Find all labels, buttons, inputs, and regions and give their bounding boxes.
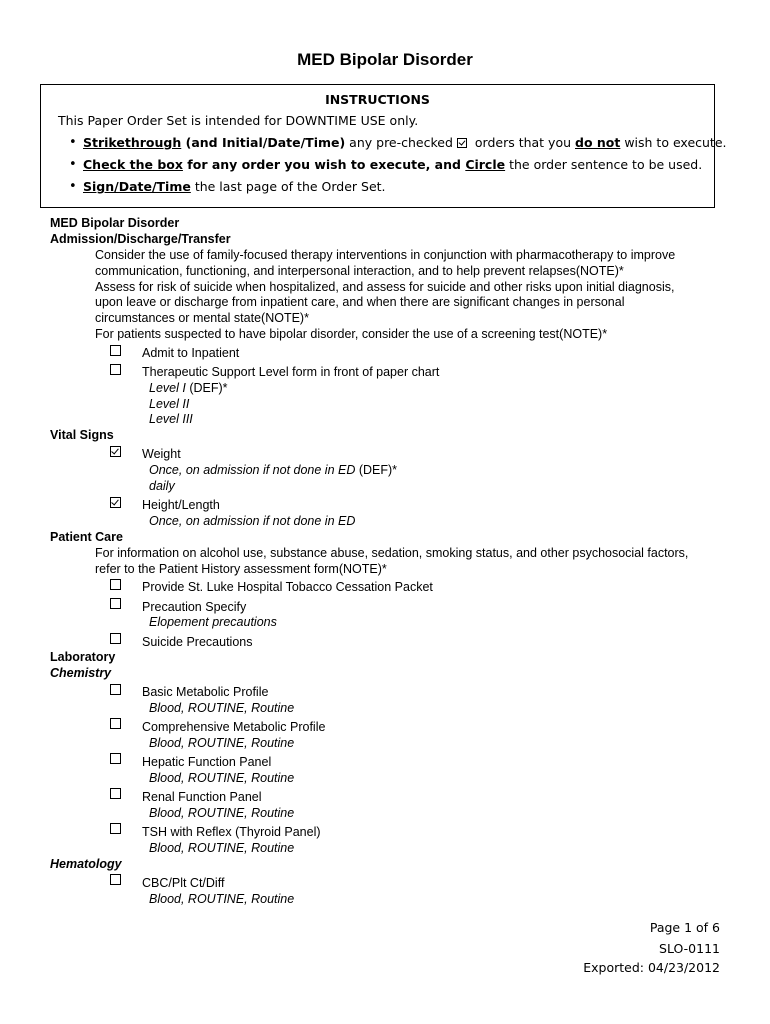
admission-note: Consider the use of family-focused therapy interventions in conjunction with pharmacotherapy to improve <box>95 248 676 262</box>
option-level-2: Level II <box>149 397 190 411</box>
pre-checked-text: any pre-checked <box>345 135 453 150</box>
laboratory-heading: Laboratory <box>50 650 116 664</box>
checked-checkbox-icon[interactable] <box>110 446 121 457</box>
checked-checkbox-icon <box>457 138 467 148</box>
form-code: SLO-0111 <box>659 941 720 956</box>
checkbox-icon[interactable] <box>110 598 121 609</box>
order-precaution-specify: Precaution Specify <box>142 600 247 614</box>
patient-care-note: refer to the Patient History assessment form(NOTE)* <box>95 562 387 576</box>
checked-checkbox-icon[interactable] <box>110 497 121 508</box>
lab-test-detail: Blood, ROUTINE, Routine <box>149 841 295 855</box>
checkbox-icon[interactable] <box>110 823 121 834</box>
default-marker: (DEF)* <box>355 463 398 477</box>
section-title: MED Bipolar Disorder <box>50 216 180 230</box>
strikethrough-label: Strikethrough <box>83 135 182 150</box>
weight-once-label: Once, on admission if not done in ED <box>149 463 356 477</box>
admission-note: Assess for risk of suicide when hospitalized, and assess for suicide and other risks upon initial diagnosis, <box>95 280 675 294</box>
admission-note: circumstances or mental state(NOTE)* <box>95 311 309 325</box>
exported-date: Exported: 04/23/2012 <box>583 960 720 975</box>
order-sentence-text: the order sentence to be used. <box>505 157 703 172</box>
weight-option-daily: daily <box>149 479 175 493</box>
lab-test-detail: Blood, ROUTINE, Routine <box>149 701 295 715</box>
check-the-box-label: Check the box <box>83 157 183 172</box>
checkbox-icon[interactable] <box>110 753 121 764</box>
hematology-heading: Hematology <box>50 857 122 871</box>
lab-test-name: Hepatic Function Panel <box>142 755 272 769</box>
order-weight: Weight <box>142 447 181 461</box>
patient-care-note: For information on alcohol use, substance abuse, sedation, smoking status, and other psychosocial factors, <box>95 546 689 560</box>
elopement-option: Elopement precautions <box>149 615 277 629</box>
lab-test-detail: Blood, ROUTINE, Routine <box>149 892 295 906</box>
checkbox-icon[interactable] <box>110 684 121 695</box>
orders-that-you-text: orders that you <box>470 135 575 150</box>
checkbox-icon[interactable] <box>110 874 121 885</box>
do-not-label: do not <box>575 135 621 150</box>
patient-care-heading: Patient Care <box>50 530 123 544</box>
option-level-1 <box>149 381 228 395</box>
lab-test-name: CBC/Plt Ct/Diff <box>142 876 225 890</box>
vital-signs-heading: Vital Signs <box>50 428 114 442</box>
instructions-box <box>40 84 727 208</box>
option-level-3: Level III <box>149 412 193 426</box>
admission-note: For patients suspected to have bipolar disorder, consider the use of a screening test(NOTE)* <box>95 327 608 341</box>
order-tobacco-packet: Provide St. Luke Hospital Tobacco Cessation Packet <box>142 580 433 594</box>
instruction-bullet-sign <box>83 179 386 194</box>
admission-note: upon leave or discharge from inpatient care, and when there are significant changes in personal <box>95 295 625 309</box>
page-number: Page 1 of 6 <box>649 920 720 935</box>
order-admit-inpatient: Admit to Inpatient <box>142 346 240 360</box>
weight-option-once <box>149 463 397 477</box>
instructions-heading: INSTRUCTIONS <box>325 92 430 107</box>
order-therapeutic-support-level: Therapeutic Support Level form in front of paper chart <box>142 365 440 379</box>
lab-test-detail: Blood, ROUTINE, Routine <box>149 736 295 750</box>
level-1-label: Level I <box>149 381 186 395</box>
page-title: MED Bipolar Disorder <box>297 50 473 69</box>
chemistry-heading: Chemistry <box>50 666 112 680</box>
instruction-bullet-strikethrough <box>83 135 727 150</box>
lab-test-name: TSH with Reflex (Thyroid Panel) <box>142 825 321 839</box>
admission-heading: Admission/Discharge/Transfer <box>50 232 231 246</box>
instructions-intro: This Paper Order Set is intended for DOWNTIME USE only. <box>58 113 419 128</box>
order-height-length: Height/Length <box>142 498 220 512</box>
instruction-bullet-check-box <box>83 157 702 172</box>
last-page-text: the last page of the Order Set. <box>190 179 386 194</box>
checkbox-icon[interactable] <box>110 633 121 644</box>
checkbox-icon[interactable] <box>110 718 121 729</box>
lab-test-detail: Blood, ROUTINE, Routine <box>149 806 295 820</box>
checkbox-icon[interactable] <box>110 364 121 375</box>
checkbox-icon[interactable] <box>110 788 121 799</box>
lab-test-detail: Blood, ROUTINE, Routine <box>149 771 295 785</box>
lab-test-name: Basic Metabolic Profile <box>142 685 269 699</box>
sign-date-time-label: Sign/Date/Time <box>83 179 191 194</box>
checkbox-icon[interactable] <box>110 345 121 356</box>
lab-test-name: Comprehensive Metabolic Profile <box>142 720 326 734</box>
for-any-order-label: for any order you wish to execute, and <box>182 157 466 172</box>
checkbox-icon[interactable] <box>110 579 121 590</box>
circle-label: Circle <box>465 157 506 172</box>
height-option-once: Once, on admission if not done in ED <box>149 514 356 528</box>
initial-date-time-label: (and Initial/Date/Time) <box>181 135 346 150</box>
admission-note: communication, functioning, and interpersonal interaction, and to help prevent relapses(NOTE)* <box>95 264 624 278</box>
lab-test-name: Renal Function Panel <box>142 790 262 804</box>
order-suicide-precautions: Suicide Precautions <box>142 635 253 649</box>
default-marker: (DEF)* <box>185 381 228 395</box>
wish-to-execute-text: wish to execute. <box>620 135 727 150</box>
